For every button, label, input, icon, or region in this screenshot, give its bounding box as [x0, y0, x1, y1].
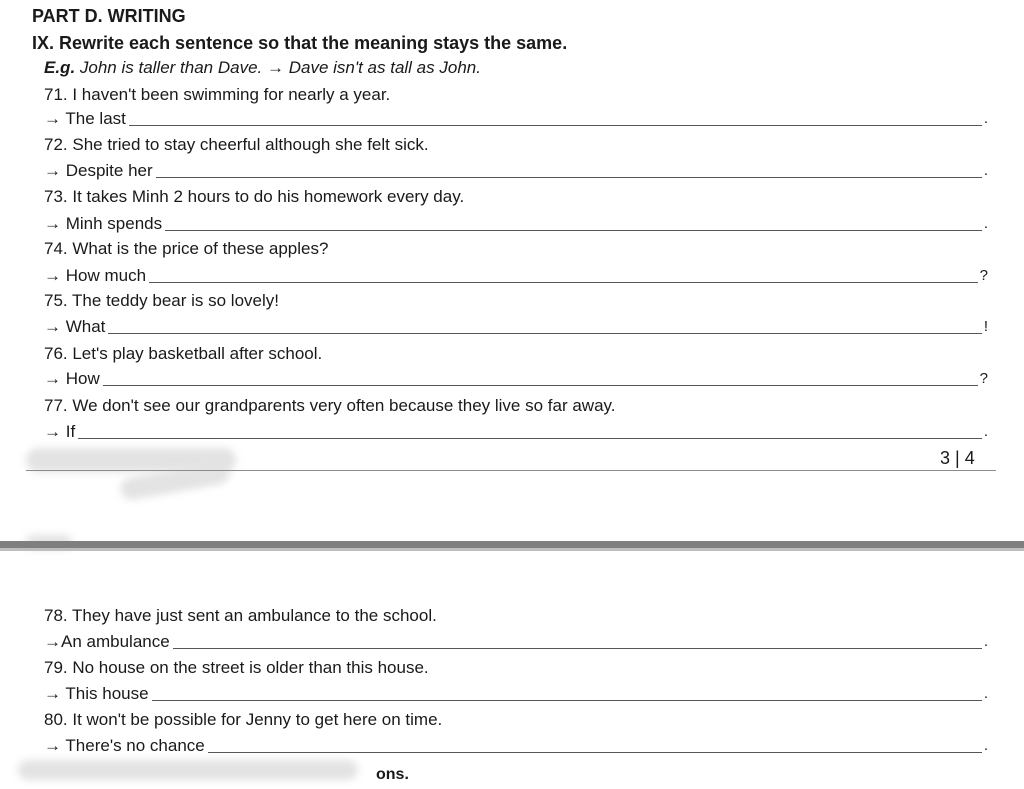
answer-line-71[interactable] — [44, 108, 988, 130]
question-72: 72. She tried to stay cheerful although she felt sick. — [44, 135, 429, 154]
answer-end-79: . — [983, 685, 988, 702]
question-77: 77. We don't see our grandparents very often because they live so far away. — [44, 396, 616, 415]
answer-line-72[interactable] — [44, 160, 988, 182]
question-78: 78. They have just sent an ambulance to the school. — [44, 606, 437, 625]
question-73: 73. It takes Minh 2 hours to do his homework every day. — [44, 187, 465, 206]
question-74: 74. What is the price of these apples? — [44, 239, 329, 258]
answer-line-78[interactable] — [44, 631, 988, 653]
answer-end-78: . — [983, 633, 988, 650]
footer-rule — [26, 470, 996, 471]
answer-blank-78[interactable] — [173, 647, 982, 649]
answer-end-80: . — [983, 737, 988, 754]
page-break-divider — [0, 541, 1024, 548]
answer-blank-76[interactable] — [103, 384, 978, 386]
answer-lead-74: → How much — [44, 266, 147, 285]
answer-line-75[interactable] — [44, 316, 988, 338]
answer-blank-77[interactable] — [78, 437, 982, 439]
answer-lead-76: → How — [44, 369, 100, 388]
question-71: 71. I haven't been swimming for nearly a year. — [44, 85, 391, 104]
answer-lead-75: → What — [44, 317, 106, 336]
answer-blank-79[interactable] — [152, 699, 982, 701]
redacted-smudge-4 — [18, 760, 358, 780]
example-label: E.g. — [44, 58, 76, 77]
answer-line-74[interactable] — [44, 265, 988, 287]
page-number: 3 | 4 — [940, 448, 975, 468]
answer-lead-71: → The last — [44, 109, 126, 128]
answer-end-72: . — [983, 162, 988, 179]
partial-cutoff-text: ons. — [376, 766, 409, 783]
answer-line-80[interactable] — [44, 735, 988, 757]
answer-lead-73: → Minh spends — [44, 214, 163, 233]
answer-blank-74[interactable] — [149, 281, 978, 283]
answer-blank-72[interactable] — [156, 176, 982, 178]
answer-end-75: ! — [983, 318, 988, 335]
answer-line-76[interactable] — [44, 368, 988, 390]
example-text: John is taller than Dave. → Dave isn't as tall as John. — [75, 58, 481, 77]
answer-line-73[interactable] — [44, 213, 988, 235]
answer-line-79[interactable] — [44, 683, 988, 705]
answer-lead-80: → There's no chance — [44, 736, 205, 755]
answer-end-71: . — [983, 110, 988, 127]
answer-blank-80[interactable] — [208, 751, 982, 753]
answer-lead-77: → If — [44, 422, 76, 441]
answer-lead-72: → Despite her — [44, 161, 153, 180]
question-80: 80. It won't be possible for Jenny to get here on time. — [44, 710, 443, 729]
answer-blank-75[interactable] — [108, 332, 981, 334]
answer-lead-79: → This house — [44, 684, 149, 703]
answer-blank-71[interactable] — [129, 124, 982, 126]
answer-end-76: ? — [979, 370, 988, 387]
part-title: PART D. WRITING — [32, 6, 186, 26]
answer-line-77[interactable] — [44, 421, 988, 443]
answer-lead-78: →An ambulance — [44, 632, 170, 651]
example-sentence — [44, 57, 481, 79]
answer-end-77: . — [983, 423, 988, 440]
answer-end-74: ? — [979, 267, 988, 284]
answer-end-73: . — [983, 215, 988, 232]
question-79: 79. No house on the street is older than this house. — [44, 658, 429, 677]
section-title: IX. Rewrite each sentence so that the meaning stays the same. — [32, 33, 568, 53]
question-76: 76. Let's play basketball after school. — [44, 344, 323, 363]
question-75: 75. The teddy bear is so lovely! — [44, 291, 279, 310]
page-break-shadow — [0, 548, 1024, 551]
answer-blank-73[interactable] — [165, 229, 982, 231]
